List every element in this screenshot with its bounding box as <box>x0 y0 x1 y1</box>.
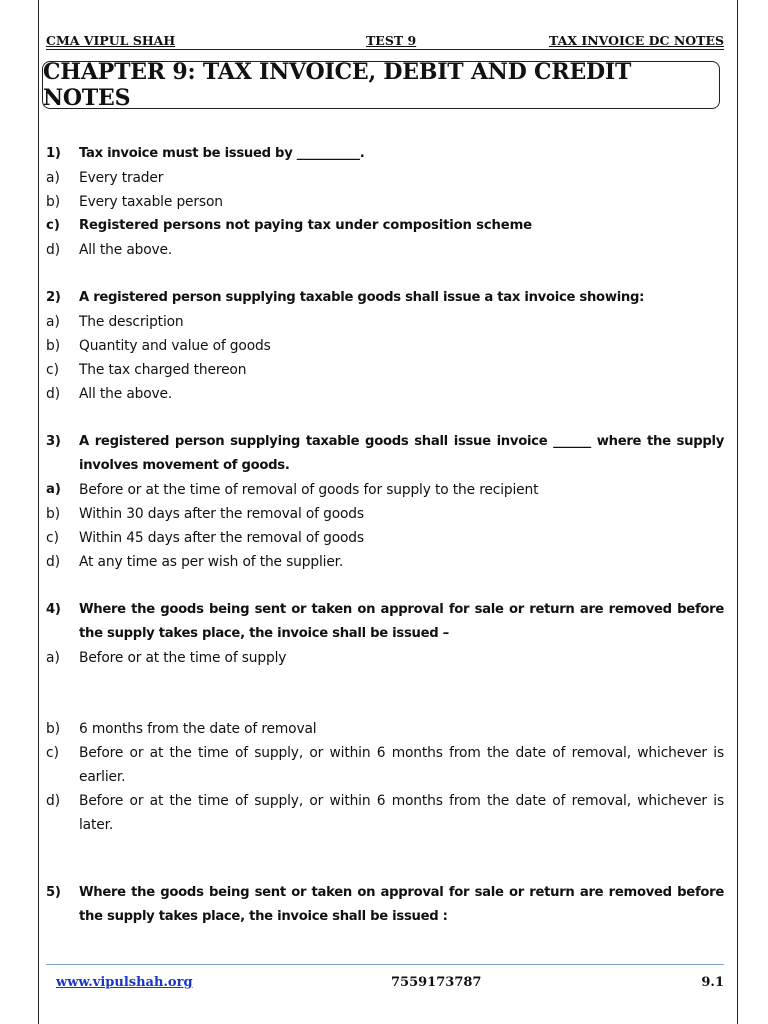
blank-space <box>46 670 724 717</box>
footer-website-link[interactable]: www.vipulshah.org <box>56 975 193 990</box>
question-number: 5) <box>46 885 61 900</box>
option-text: Quantity and value of goods <box>79 338 271 354</box>
option-label: d) <box>46 242 61 258</box>
question-block <box>46 142 724 262</box>
footer-rule <box>46 964 724 965</box>
answer-option <box>46 310 724 334</box>
question-row <box>46 598 724 646</box>
answer-option <box>46 646 724 670</box>
answer-option <box>46 358 724 382</box>
footer-page-number: 9.1 <box>701 975 724 990</box>
option-text: Every taxable person <box>79 194 223 210</box>
question-number: 1) <box>46 146 61 161</box>
question-block <box>46 881 724 929</box>
option-label: d) <box>46 793 61 809</box>
answer-option <box>46 502 724 526</box>
answer-option <box>46 741 724 789</box>
answer-option <box>46 717 724 741</box>
option-text: Within 45 days after the removal of goods <box>79 530 364 546</box>
option-label: d) <box>46 386 61 402</box>
option-label: c) <box>46 218 60 233</box>
question-block <box>46 286 724 406</box>
option-text: Within 30 days after the removal of goods <box>79 506 364 522</box>
answer-option <box>46 238 724 262</box>
option-text: Before or at the time of removal of goods for supply to the recipient <box>79 482 539 498</box>
option-label: a) <box>46 650 60 666</box>
header-rule <box>46 49 724 50</box>
footer-phone: 7559173787 <box>391 975 482 990</box>
answer-option <box>46 550 724 574</box>
question-row <box>46 881 724 929</box>
answer-option <box>46 214 724 238</box>
question-list <box>46 142 724 953</box>
option-label: c) <box>46 745 59 761</box>
question-block <box>46 430 724 574</box>
option-label: c) <box>46 362 59 378</box>
option-label: a) <box>46 170 60 186</box>
option-text: Every trader <box>79 170 164 186</box>
option-label: b) <box>46 194 61 210</box>
answer-option <box>46 789 724 837</box>
question-text: Where the goods being sent or taken on approval for sale or return are removed before the supply takes place, the invoice shall be issued : <box>79 885 724 924</box>
option-text: At any time as per wish of the supplier. <box>79 554 344 570</box>
answer-option <box>46 478 724 502</box>
question-block <box>46 598 724 837</box>
option-text: Before or at the time of supply, or within 6 months from the date of removal, whichever is later. <box>79 793 724 833</box>
question-text: Tax invoice must be issued by __________. <box>79 146 365 161</box>
question-row <box>46 286 724 310</box>
question-number: 2) <box>46 290 61 305</box>
answer-option <box>46 382 724 406</box>
option-text: All the above. <box>79 386 173 402</box>
header-topic: TAX INVOICE DC NOTES <box>549 33 724 48</box>
option-text: Before or at the time of supply, or within 6 months from the date of removal, whichever is earlier. <box>79 745 724 785</box>
option-text: All the above. <box>79 242 173 258</box>
option-text: The description <box>79 314 184 330</box>
option-text: Before or at the time of supply <box>79 650 287 666</box>
question-text: Where the goods being sent or taken on approval for sale or return are removed before the supply takes place, the invoice shall be issued – <box>79 602 724 641</box>
question-row <box>46 430 724 478</box>
option-label: a) <box>46 482 61 497</box>
option-label: d) <box>46 554 61 570</box>
option-label: c) <box>46 530 59 546</box>
option-label: b) <box>46 721 61 737</box>
answer-option <box>46 166 724 190</box>
option-text: Registered persons not paying tax under composition scheme <box>79 218 532 233</box>
option-label: b) <box>46 506 61 522</box>
option-text: 6 months from the date of removal <box>79 721 317 737</box>
answer-option <box>46 190 724 214</box>
question-text: A registered person supplying taxable goods shall issue invoice ______ where the supply involves movement of goods. <box>79 434 724 473</box>
chapter-title: CHAPTER 9: TAX INVOICE, DEBIT AND CREDIT NOTES <box>42 61 720 109</box>
option-label: b) <box>46 338 61 354</box>
header-author: CMA VIPUL SHAH <box>46 33 176 48</box>
option-label: a) <box>46 314 60 330</box>
page-footer <box>46 975 724 993</box>
header-test: TEST 9 <box>366 33 417 48</box>
option-text: The tax charged thereon <box>79 362 247 378</box>
answer-option <box>46 334 724 358</box>
answer-option <box>46 526 724 550</box>
question-number: 3) <box>46 434 61 449</box>
question-number: 4) <box>46 602 61 617</box>
question-text: A registered person supplying taxable goods shall issue a tax invoice showing: <box>79 290 645 305</box>
question-row <box>46 142 724 166</box>
